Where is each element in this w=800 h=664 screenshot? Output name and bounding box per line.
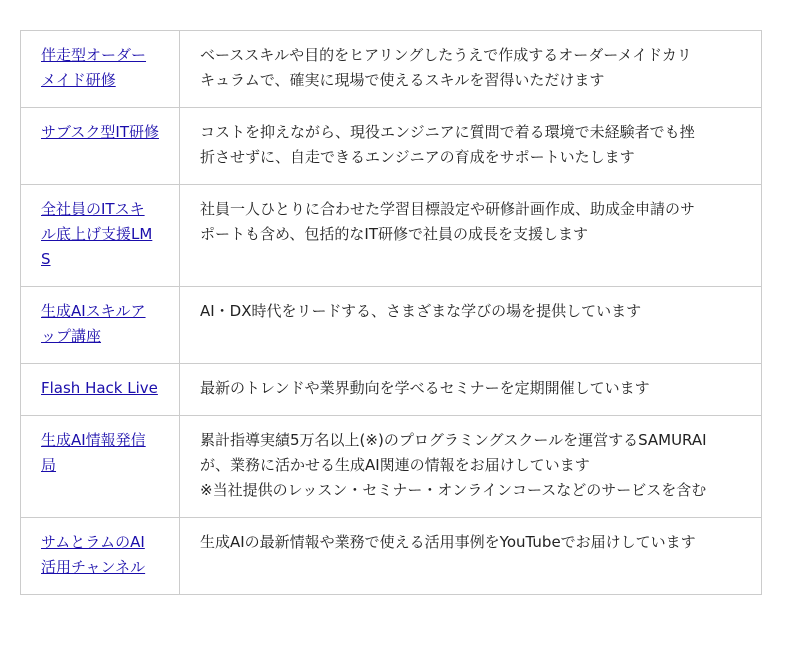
service-description-cell — [180, 31, 762, 108]
service-description-line: AI・DX時代をリードする、さまざまな学びの場を提供しています — [200, 302, 642, 320]
service-link-it-skill-lms[interactable]: 全社員のITスキル底上げ支援LMS — [41, 200, 153, 268]
service-name-cell — [21, 31, 180, 108]
service-link-flash-hack-live[interactable]: Flash Hack Live — [41, 379, 158, 397]
table-row — [21, 287, 762, 364]
service-name-cell — [21, 108, 180, 185]
table-row — [21, 31, 762, 108]
service-description-line: 生成AIの最新情報や業務で使える活用事例をYouTubeでお届けしています — [200, 533, 696, 551]
service-name-cell — [21, 364, 180, 416]
service-description-line: 折させずに、自走できるエンジニアの育成をサポートいたします — [200, 148, 635, 166]
service-link-genai-info-bureau[interactable]: 生成AI情報発信局 — [41, 431, 146, 474]
service-description-cell — [180, 416, 762, 518]
service-description-line: キュラムで、確実に現場で使えるスキルを習得いただけます — [200, 71, 605, 89]
service-description-line: 累計指導実績5万名以上(※)のプログラミングスクールを運営するSAMURAI — [200, 431, 707, 449]
service-description-cell — [180, 108, 762, 185]
service-description-line: コストを抑えながら、現役エンジニアに質問で着る環境で未経験者でも挫 — [200, 123, 695, 141]
service-description-line: が、業務に活かせる生成AI関連の情報をお届けしています — [200, 456, 590, 474]
table-row — [21, 518, 762, 595]
service-description-line: ※当社提供のレッスン・セミナー・オンラインコースなどのサービスを含む — [200, 481, 707, 499]
service-link-ordermade-training[interactable]: 伴走型オーダーメイド研修 — [41, 46, 147, 89]
service-description-line: ポートも含め、包括的なIT研修で社員の成長を支援します — [200, 225, 588, 243]
services-table-container — [20, 30, 762, 595]
service-description-line: 最新のトレンドや業界動向を学べるセミナーを定期開催しています — [200, 379, 650, 397]
table-row — [21, 416, 762, 518]
service-link-subscription-it-training[interactable]: サブスク型IT研修 — [41, 123, 159, 141]
table-row — [21, 364, 762, 416]
service-description-cell — [180, 518, 762, 595]
service-link-sam-ram-ai-channel[interactable]: サムとラムのAI活用チャンネル — [41, 533, 146, 576]
service-name-cell — [21, 185, 180, 287]
service-description-cell — [180, 287, 762, 364]
service-description-line: ベーススキルや目的をヒアリングしたうえで作成するオーダーメイドカリ — [200, 46, 692, 64]
service-name-cell — [21, 416, 180, 518]
service-description-line: 社員一人ひとりに合わせた学習目標設定や研修計画作成、助成金申請のサ — [200, 200, 696, 218]
service-name-cell — [21, 287, 180, 364]
service-link-genai-skillup-course[interactable]: 生成AIスキルアップ講座 — [41, 302, 146, 345]
services-table — [20, 30, 762, 595]
table-row — [21, 108, 762, 185]
table-row — [21, 185, 762, 287]
service-description-cell — [180, 364, 762, 416]
service-description-cell — [180, 185, 762, 287]
service-name-cell — [21, 518, 180, 595]
